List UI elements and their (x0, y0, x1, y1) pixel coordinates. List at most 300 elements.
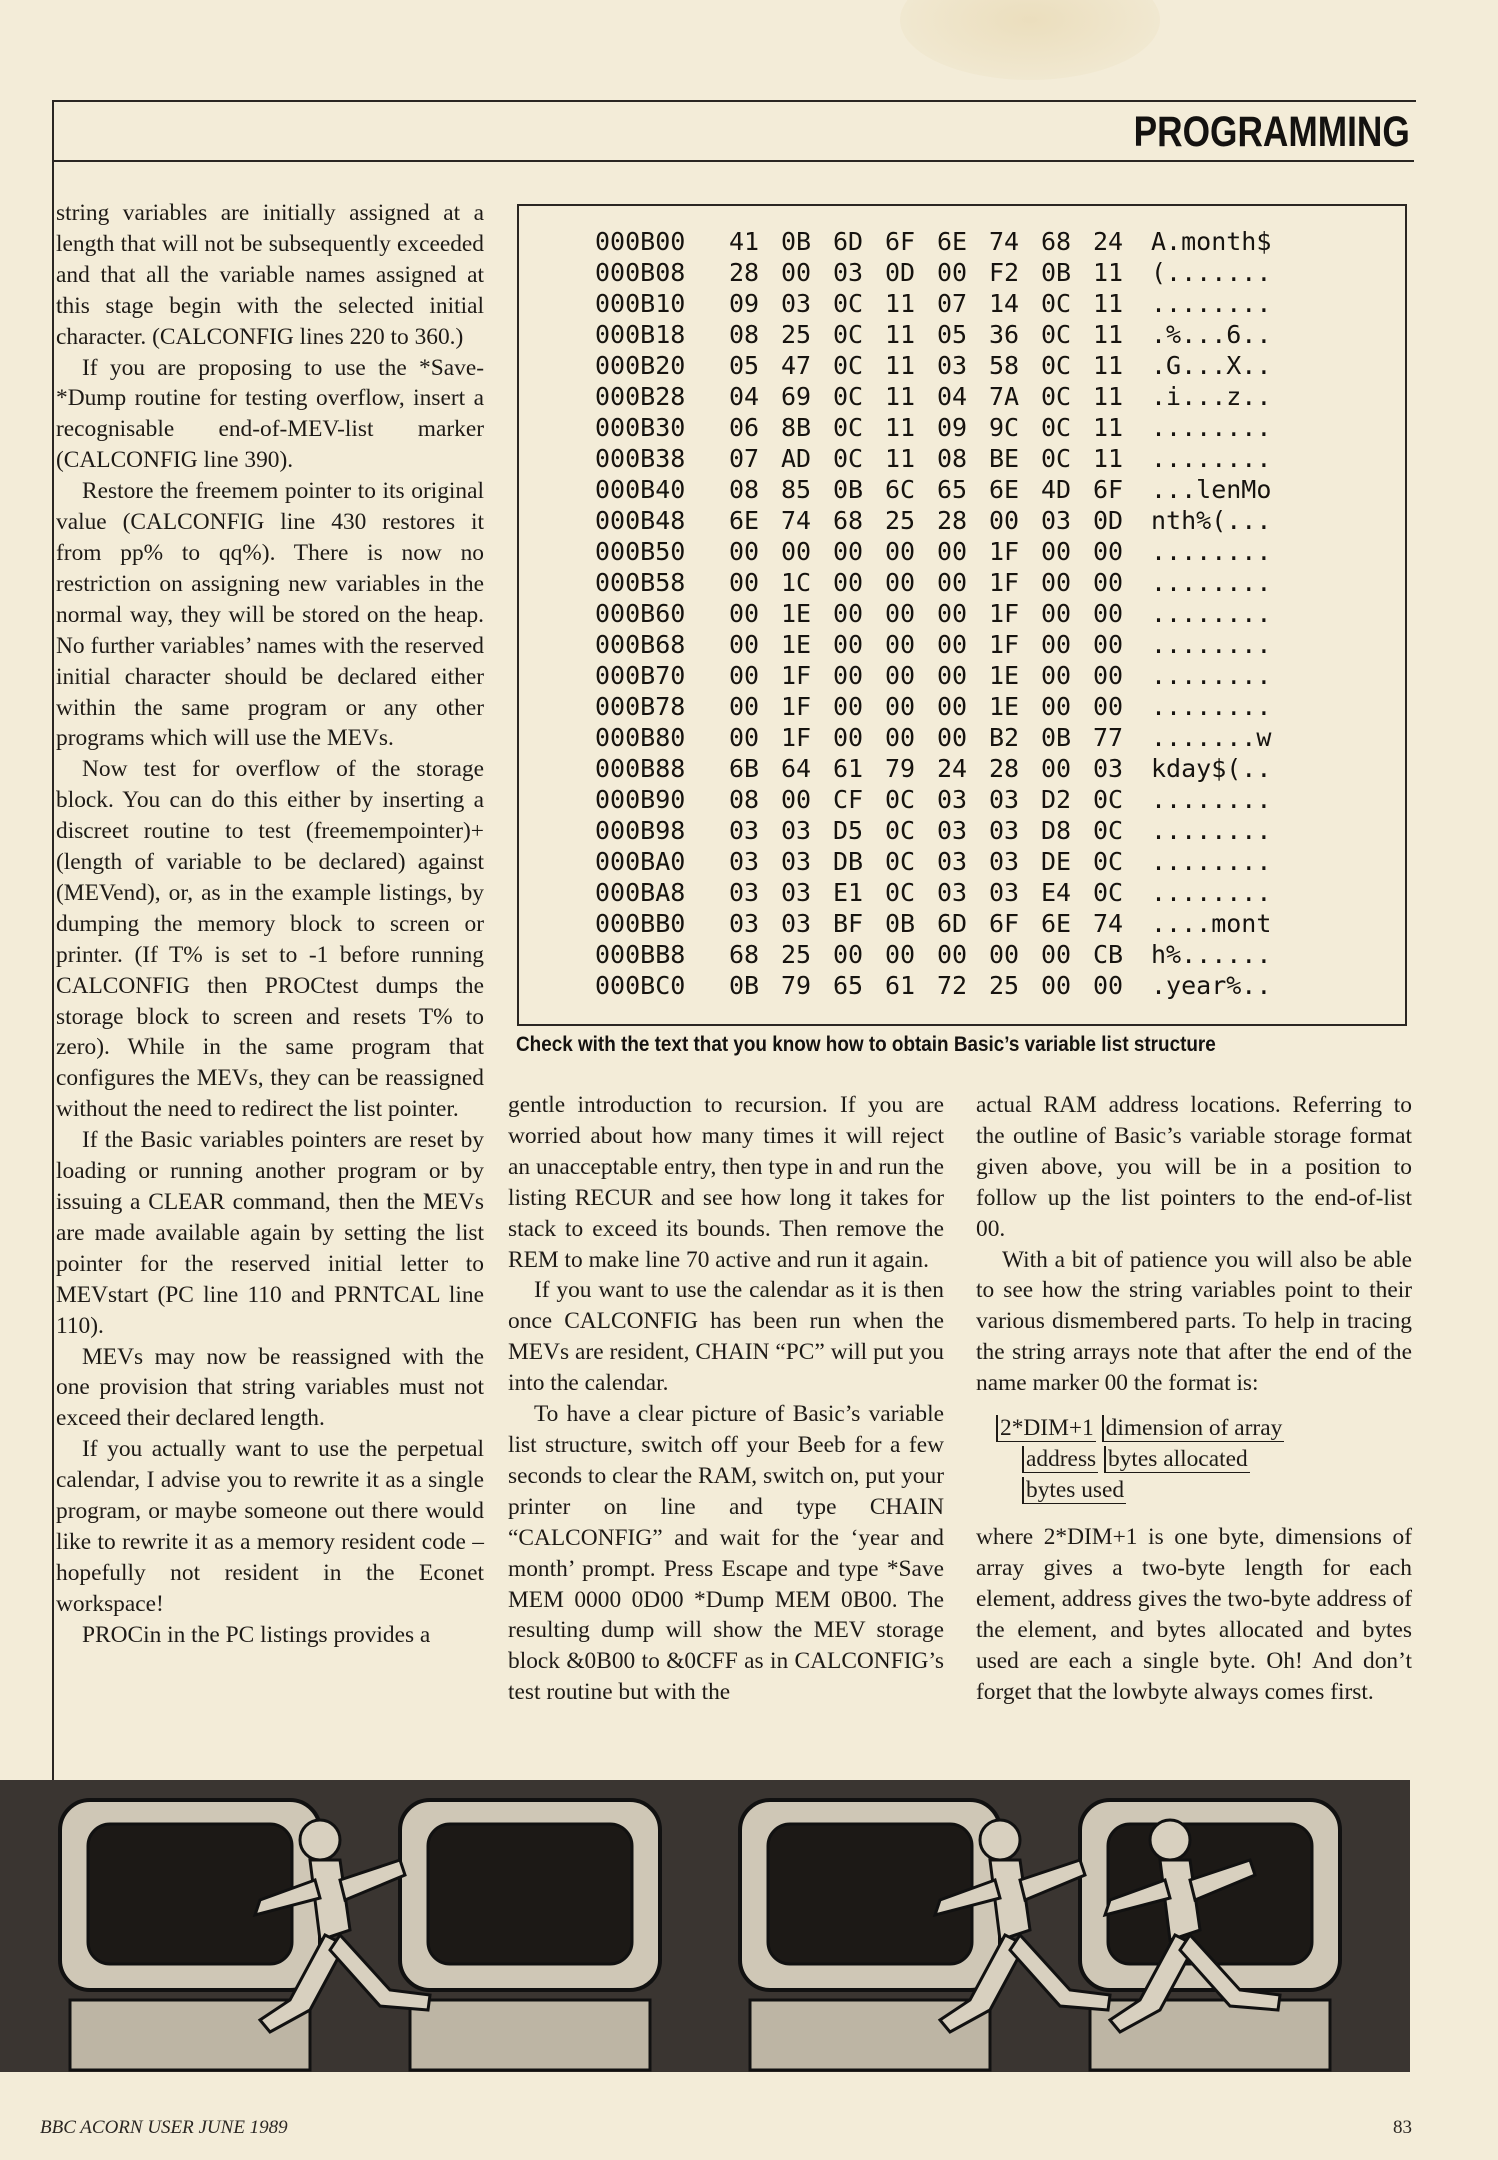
dump-byte: 03 (1041, 506, 1072, 535)
dump-ascii: ........ (1151, 630, 1272, 659)
dump-byte: 00 (885, 630, 916, 659)
dump-row (595, 784, 1311, 815)
dump-byte: 00 (937, 258, 968, 287)
dump-byte: 00 (1093, 630, 1124, 659)
dump-ascii: ........ (1151, 444, 1272, 473)
dump-byte: 6B (729, 754, 760, 783)
dump-byte: CB (1093, 940, 1124, 969)
dump-row (595, 226, 1311, 257)
dump-byte: 03 (729, 816, 760, 845)
dump-byte: 11 (885, 320, 916, 349)
dump-byte: 00 (937, 568, 968, 597)
dump-row (595, 815, 1311, 846)
dump-byte: 6D (937, 909, 968, 938)
dump-ascii: ........ (1151, 599, 1272, 628)
dump-byte: 6D (833, 227, 864, 256)
dump-ascii: (....... (1151, 258, 1272, 287)
format-line (996, 1475, 1412, 1506)
dump-byte: 00 (1041, 630, 1072, 659)
dump-byte: 00 (1041, 754, 1072, 783)
dump-byte: 0D (1093, 506, 1124, 535)
dump-byte: 1C (781, 568, 812, 597)
dump-byte: 0B (833, 475, 864, 504)
dump-byte: 03 (937, 847, 968, 876)
dump-byte: 11 (1093, 444, 1124, 473)
dump-byte: 0C (885, 816, 916, 845)
dump-address: 000B10 (595, 289, 686, 318)
footer-page-number: 83 (1393, 2117, 1412, 2138)
dump-byte: BF (833, 909, 864, 938)
dump-byte: 00 (937, 599, 968, 628)
dump-byte: 09 (729, 289, 760, 318)
dump-byte: 1F (989, 630, 1020, 659)
dump-byte: 11 (885, 413, 916, 442)
dump-byte: 14 (989, 289, 1020, 318)
dump-byte: 06 (729, 413, 760, 442)
dump-byte: 6F (989, 909, 1020, 938)
format-field: bytes allocated (1104, 1446, 1250, 1473)
dump-ascii: ........ (1151, 537, 1272, 566)
dump-address: 000B08 (595, 258, 686, 287)
paragraph: If you are proposing to use the *Save-*Dump routine for testing overflow, insert a recognisable end-of-MEV-list marker (CALCONFIG line 390). (56, 354, 484, 474)
dump-byte: 0C (1041, 289, 1072, 318)
dump-byte: 00 (937, 630, 968, 659)
dump-byte: 00 (1041, 692, 1072, 721)
dump-byte: 00 (833, 599, 864, 628)
paper-stain (900, 0, 1160, 80)
dump-ascii: ...lenMo (1151, 475, 1272, 504)
dump-address: 000B78 (595, 692, 686, 721)
dump-ascii: ........ (1151, 847, 1272, 876)
dump-byte: 0C (1093, 785, 1124, 814)
dump-byte: 00 (1041, 568, 1072, 597)
dump-byte: 03 (989, 847, 1020, 876)
array-format-diagram (996, 1413, 1412, 1506)
column-3 (976, 1090, 1412, 1708)
dump-byte: DB (833, 847, 864, 876)
dump-byte: 47 (781, 351, 812, 380)
dump-address: 000BA0 (595, 847, 686, 876)
dump-byte: 11 (1093, 351, 1124, 380)
dump-byte: 11 (1093, 258, 1124, 287)
dump-byte: 0C (833, 413, 864, 442)
dump-byte: 03 (781, 909, 812, 938)
dump-byte: 65 (833, 971, 864, 1000)
dump-address: 000BA8 (595, 878, 686, 907)
dump-byte: 68 (1041, 227, 1072, 256)
dump-ascii: .year%.. (1151, 971, 1272, 1000)
dump-byte: 0C (833, 289, 864, 318)
dump-byte: 00 (937, 692, 968, 721)
dump-byte: 00 (1093, 599, 1124, 628)
dump-address: 000B48 (595, 506, 686, 535)
dump-byte: 0C (833, 351, 864, 380)
dump-address: 000B70 (595, 661, 686, 690)
dump-byte: 03 (989, 878, 1020, 907)
dump-byte: 11 (1093, 382, 1124, 411)
dump-byte: 24 (937, 754, 968, 783)
dump-byte: 1E (989, 661, 1020, 690)
paragraph: To have a clear picture of Basic’s variable list structure, switch off your Beeb for a few seconds to clear the RAM, switch on, put your printer on line and type CHAIN “CALCONFIG” and wait for the ‘year and month’ prompt. Press Escape and type *Save MEM 0000 0D00 *Dump MEM 0B00. The resulting dump will show the MEV storage block &0B00 to &0CFF as in CALCONFIG’s test routine but with the (508, 1401, 944, 1706)
dump-row (595, 722, 1311, 753)
format-line (996, 1444, 1412, 1475)
footer-publication: BBC ACORN USER JUNE 1989 (40, 2117, 288, 2138)
paragraph: If the Basic variables pointers are reset by loading or running another program or by issuing a CLEAR command, then the MEVs are made available again by setting the list pointer for the reserved initial letter to MEVstart (PC line 110 and PRNTCAL line 110). (56, 1127, 484, 1339)
dump-byte: AD (781, 444, 812, 473)
dump-byte: 25 (781, 320, 812, 349)
format-field: address (1022, 1446, 1098, 1473)
dump-byte: 04 (937, 382, 968, 411)
dump-byte: 00 (833, 630, 864, 659)
dump-address: 000B30 (595, 413, 686, 442)
dump-address: 000B60 (595, 599, 686, 628)
dump-address: 000BB0 (595, 909, 686, 938)
dump-row (595, 908, 1311, 939)
format-line (996, 1413, 1412, 1444)
dump-byte: 00 (1093, 537, 1124, 566)
dump-byte: 00 (885, 537, 916, 566)
dump-row (595, 629, 1311, 660)
dump-byte: 00 (1093, 661, 1124, 690)
dump-byte: 00 (937, 723, 968, 752)
dump-byte: D2 (1041, 785, 1072, 814)
dump-byte: 00 (885, 723, 916, 752)
dump-byte: E4 (1041, 878, 1072, 907)
dump-ascii: ........ (1151, 661, 1272, 690)
dump-byte: 28 (729, 258, 760, 287)
dump-byte: D5 (833, 816, 864, 845)
dump-byte: 00 (729, 537, 760, 566)
dump-address: 000B98 (595, 816, 686, 845)
illustration-banner (0, 1780, 1410, 2072)
dump-byte: 00 (729, 599, 760, 628)
dump-row (595, 257, 1311, 288)
dump-byte: 6E (729, 506, 760, 535)
dump-address: 000B00 (595, 227, 686, 256)
dump-byte: 68 (729, 940, 760, 969)
dump-byte: 25 (781, 940, 812, 969)
dump-byte: 77 (1093, 723, 1124, 752)
dump-row (595, 443, 1311, 474)
dump-byte: 00 (1041, 599, 1072, 628)
dump-row (595, 877, 1311, 908)
monitor-graphic (400, 1800, 660, 2070)
dump-row (595, 970, 1311, 1001)
dump-byte: 0B (781, 227, 812, 256)
dump-row (595, 939, 1311, 970)
dump-byte: 64 (781, 754, 812, 783)
monitor-graphic (740, 1800, 1000, 2070)
section-title: PROGRAMMING (1133, 108, 1410, 156)
dump-ascii: .i...z.. (1151, 382, 1272, 411)
monitor-graphic (60, 1800, 320, 2070)
dump-row (595, 846, 1311, 877)
dump-byte: 11 (1093, 320, 1124, 349)
dump-byte: 11 (1093, 289, 1124, 318)
dump-byte: 4D (1041, 475, 1072, 504)
dump-ascii: h%...... (1151, 940, 1272, 969)
dump-byte: 0C (1093, 878, 1124, 907)
dump-byte: 00 (781, 785, 812, 814)
dump-byte: 74 (781, 506, 812, 535)
dump-byte: 11 (885, 351, 916, 380)
dump-byte: 0B (1041, 723, 1072, 752)
dump-row (595, 660, 1311, 691)
dump-byte: 0C (833, 382, 864, 411)
format-field: bytes used (1022, 1477, 1126, 1504)
dump-address: 000B20 (595, 351, 686, 380)
paragraph: If you want to use the calendar as it is then once CALCONFIG has been run when the MEVs are resident, CHAIN “PC” will put you into the calendar. (508, 1277, 944, 1397)
dump-byte: 61 (833, 754, 864, 783)
paragraph: where 2*DIM+1 is one byte, dimensions of array gives a two-byte length for each element, address gives the two-byte address of the element, and bytes allocated and bytes used are each a single byte. Oh! And don’t forget that the lowbyte always comes first. (976, 1524, 1412, 1705)
dump-address: 000B80 (595, 723, 686, 752)
column-2 (508, 1090, 944, 1708)
dump-byte: 0C (1041, 444, 1072, 473)
dump-byte: 00 (729, 692, 760, 721)
dump-byte: 03 (1093, 754, 1124, 783)
dump-byte: 1F (989, 599, 1020, 628)
dump-byte: BE (989, 444, 1020, 473)
dump-row (595, 319, 1311, 350)
dump-byte: 00 (1041, 661, 1072, 690)
dump-byte: 11 (1093, 413, 1124, 442)
dump-byte: DE (1041, 847, 1072, 876)
dump-byte: 03 (729, 909, 760, 938)
dump-address: 000B18 (595, 320, 686, 349)
dump-byte: 00 (729, 723, 760, 752)
paragraph: Now test for overflow of the storage block. You can do this either by inserting a discreet routine to test (freemempointer)+(length of variable to be declared) against (MEVend), or, as in the example listings, by dumping the memory block to screen or printer. (If T% is set to -1 before running CALCONFIG then PROCtest dumps the storage block to screen and resets T% to zero). While in the same program that configures the MEVs, they can be reassigned without the need to redirect the list pointer. (56, 756, 484, 1123)
dump-byte: 03 (833, 258, 864, 287)
dump-row (595, 567, 1311, 598)
dump-byte: 00 (833, 661, 864, 690)
dump-byte: 0C (833, 320, 864, 349)
dump-ascii: ....mont (1151, 909, 1272, 938)
dump-byte: 6E (937, 227, 968, 256)
dump-byte: 04 (729, 382, 760, 411)
dump-byte: 28 (989, 754, 1020, 783)
dump-byte: 03 (729, 847, 760, 876)
dump-byte: 0C (885, 785, 916, 814)
dump-byte: 08 (729, 785, 760, 814)
dump-ascii: ........ (1151, 816, 1272, 845)
dump-byte: D8 (1041, 816, 1072, 845)
dump-byte: 6E (989, 475, 1020, 504)
paragraph: PROCin in the PC listings provides a (82, 1621, 431, 1648)
dump-byte: 03 (781, 878, 812, 907)
dump-byte: 03 (781, 816, 812, 845)
dump-byte: 25 (885, 506, 916, 535)
dump-byte: 68 (833, 506, 864, 535)
dump-ascii: ........ (1151, 289, 1272, 318)
dump-byte: 00 (989, 940, 1020, 969)
dump-byte: 00 (1093, 568, 1124, 597)
dump-byte: 05 (937, 320, 968, 349)
dump-byte: 6E (1041, 909, 1072, 938)
format-field: dimension of array (1102, 1415, 1285, 1442)
dump-byte: 03 (989, 785, 1020, 814)
dump-ascii: A.month$ (1151, 227, 1272, 256)
dump-byte: 28 (937, 506, 968, 535)
dump-byte: 08 (937, 444, 968, 473)
dump-byte: 1F (781, 723, 812, 752)
dump-ascii: ........ (1151, 785, 1272, 814)
dump-byte: 00 (885, 940, 916, 969)
dump-byte: 74 (989, 227, 1020, 256)
dump-byte: 0C (1041, 413, 1072, 442)
dump-byte: 25 (989, 971, 1020, 1000)
dump-address: 000BB8 (595, 940, 686, 969)
dump-byte: 9C (989, 413, 1020, 442)
dump-byte: 00 (1041, 940, 1072, 969)
dump-byte: 07 (937, 289, 968, 318)
dump-row (595, 536, 1311, 567)
dump-byte: 09 (937, 413, 968, 442)
dump-byte: 8B (781, 413, 812, 442)
dump-row (595, 505, 1311, 536)
dump-byte: 1E (989, 692, 1020, 721)
dump-byte: 0C (885, 847, 916, 876)
dump-byte: 00 (729, 568, 760, 597)
dump-byte: 41 (729, 227, 760, 256)
dump-byte: 03 (937, 351, 968, 380)
dump-byte: 05 (729, 351, 760, 380)
dump-byte: 6F (1093, 475, 1124, 504)
dump-byte: 00 (833, 692, 864, 721)
dump-ascii: nth%(... (1151, 506, 1272, 535)
dump-byte: 36 (989, 320, 1020, 349)
dump-byte: 00 (833, 723, 864, 752)
paragraph: MEVs may now be reassigned with the one provision that string variables must not exceed their declared length. (56, 1343, 484, 1432)
dump-byte: 00 (781, 537, 812, 566)
dump-byte: 00 (885, 692, 916, 721)
dump-byte: 00 (885, 568, 916, 597)
dump-byte: 03 (729, 878, 760, 907)
dump-byte: 1F (989, 568, 1020, 597)
dump-byte: 79 (885, 754, 916, 783)
dump-row (595, 474, 1311, 505)
dump-address: 000B88 (595, 754, 686, 783)
dump-byte: 03 (937, 785, 968, 814)
dump-byte: 1F (781, 661, 812, 690)
dump-byte: 0C (885, 878, 916, 907)
dump-byte: 08 (729, 320, 760, 349)
dump-ascii: kday$(.. (1151, 754, 1272, 783)
dump-byte: 00 (937, 661, 968, 690)
dump-byte: 0B (885, 909, 916, 938)
dump-byte: 00 (1093, 971, 1124, 1000)
column-1 (56, 198, 484, 1651)
dump-byte: 1E (781, 630, 812, 659)
dump-byte: 6C (885, 475, 916, 504)
dump-ascii: .......w (1151, 723, 1272, 752)
dump-byte: 00 (1041, 971, 1072, 1000)
dump-address: 000B90 (595, 785, 686, 814)
dump-row (595, 753, 1311, 784)
dump-byte: 65 (937, 475, 968, 504)
dump-byte: 03 (937, 816, 968, 845)
dump-byte: 0C (1093, 847, 1124, 876)
paragraph: string variables are initially assigned at a length that will not be subsequently exceeded and that all the variable names assigned at this stage begin with the selected initial character. (CALCONFIG lines 220 to 360.) (56, 200, 484, 350)
dump-byte: 03 (937, 878, 968, 907)
dump-ascii: ........ (1151, 692, 1272, 721)
dump-byte: CF (833, 785, 864, 814)
dump-byte: 6F (885, 227, 916, 256)
dump-row (595, 598, 1311, 629)
dump-byte: B2 (989, 723, 1020, 752)
dump-byte: 24 (1093, 227, 1124, 256)
header-rule (52, 160, 1414, 162)
dump-address: 000BC0 (595, 971, 686, 1000)
dump-byte: 11 (885, 382, 916, 411)
dump-byte: 58 (989, 351, 1020, 380)
dump-ascii: .%...6.. (1151, 320, 1272, 349)
dump-byte: F2 (989, 258, 1020, 287)
dump-byte: 00 (937, 537, 968, 566)
dump-address: 000B58 (595, 568, 686, 597)
dump-byte: 00 (729, 630, 760, 659)
dump-byte: 0C (1041, 382, 1072, 411)
dump-byte: E1 (833, 878, 864, 907)
dump-byte: 0B (729, 971, 760, 1000)
dump-byte: 0C (833, 444, 864, 473)
dump-byte: 11 (885, 289, 916, 318)
dump-byte: 0B (1041, 258, 1072, 287)
dump-row (595, 350, 1311, 381)
dump-byte: 72 (937, 971, 968, 1000)
paragraph: Restore the freemem pointer to its original value (CALCONFIG line 430 restores it from pp% to qq%). There is now no restriction on assigning new variables in the normal way, they will be stored on the heap. No further variables’ names with the reserved initial character should be declared either within the same program or any other programs which will use the MEVs. (56, 478, 484, 752)
dump-byte: 00 (1041, 537, 1072, 566)
dump-byte: 0C (1093, 816, 1124, 845)
dump-byte: 00 (1093, 692, 1124, 721)
dump-row (595, 691, 1311, 722)
dump-byte: 1E (781, 599, 812, 628)
dump-address: 000B68 (595, 630, 686, 659)
dump-byte: 1F (781, 692, 812, 721)
dump-row (595, 412, 1311, 443)
dump-byte: 00 (885, 599, 916, 628)
dump-ascii: ........ (1151, 568, 1272, 597)
dump-byte: 79 (781, 971, 812, 1000)
dump-byte: 00 (833, 940, 864, 969)
dump-byte: 07 (729, 444, 760, 473)
dump-row (595, 288, 1311, 319)
dump-byte: 03 (781, 847, 812, 876)
dump-row (595, 381, 1311, 412)
dump-byte: 0C (1041, 351, 1072, 380)
dump-byte: 85 (781, 475, 812, 504)
dump-caption: Check with the text that you know how to obtain Basic’s variable list structure (516, 1033, 1216, 1056)
dump-byte: 08 (729, 475, 760, 504)
dump-address: 000B38 (595, 444, 686, 473)
dump-byte: 00 (833, 568, 864, 597)
format-field: 2*DIM+1 (996, 1415, 1096, 1442)
dump-byte: 00 (781, 258, 812, 287)
dump-byte: 00 (937, 940, 968, 969)
paragraph: actual RAM address locations. Referring to the outline of Basic’s variable storage format given above, you will be in a position to follow up the list pointers to the end-of-list 00. (976, 1092, 1412, 1242)
dump-byte: 11 (885, 444, 916, 473)
dump-byte: 00 (729, 661, 760, 690)
dump-byte: 7A (989, 382, 1020, 411)
paragraph: gentle introduction to recursion. If you are worried about how many times it will reject an unacceptable entry, then type in and run the listing RECUR and see how long it takes for stack to exceed its bounds. Then remove the REM to make line 70 active and run it again. (508, 1092, 944, 1273)
memory-dump-listing (517, 204, 1407, 1026)
dump-byte: 69 (781, 382, 812, 411)
dump-byte: 1F (989, 537, 1020, 566)
dump-ascii: .G...X.. (1151, 351, 1272, 380)
dump-byte: 0D (885, 258, 916, 287)
dump-ascii: ........ (1151, 413, 1272, 442)
dump-byte: 74 (1093, 909, 1124, 938)
dump-byte: 00 (885, 661, 916, 690)
